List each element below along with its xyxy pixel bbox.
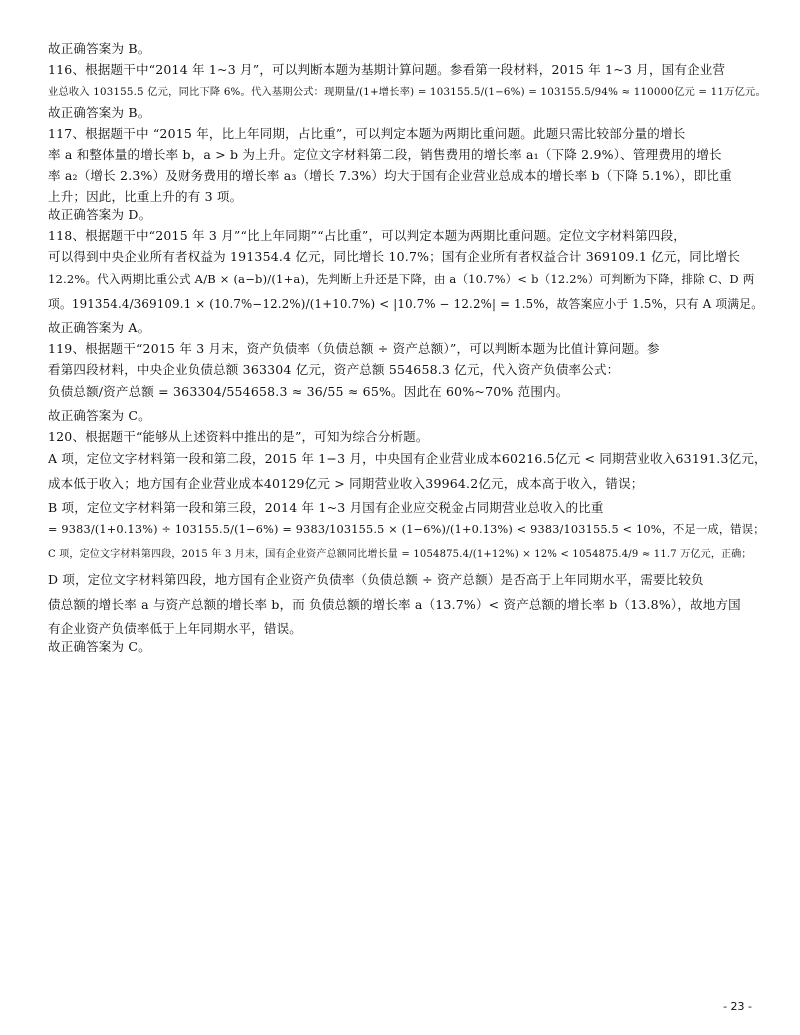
q120-option-b-1: B 项，定位文字材料第一段和第三段，2014 年 1~3 月国有企业应交税金占同期营业总收入的比重 [48, 500, 604, 515]
answer-line: 故正确答案为 C。 [48, 408, 151, 423]
q120-option-d-3: 有企业资产负债率低于上年同期水平，错误。 [48, 621, 303, 636]
q118-line-3: 12.2%。代入两期比重公式 A/B × (a−b)/(1+a)，先判断上升还是下降，由 a（10.7%）< b（12.2%）可判断为下降，排除 C、D 两 [48, 272, 755, 286]
q118-line-1: 118、根据题干中“2015 年 3 月”“比上年同期”“占比重”，可以判定本题为两期比重问题。定位文字材料第四段， [48, 228, 686, 243]
q120-option-c: C 项，定位文字材料第四段，2015 年 3 月末，国有企业资产总额同比增长量 = 1054875.4/(1+12%) × 12% < 1054875.4/9 ≈ 11.7 万亿元，正确； [48, 549, 752, 560]
q117-line-1: 117、根据题干中 “2015 年，比上年同期，占比重”，可以判定本题为两期比重问题。此题只需比较部分量的增长 [48, 126, 686, 141]
q119-line-3: 负债总额/资产总额 = 363304/554658.3 ≈ 36/55 ≈ 65%。因此在 60%~70% 范围内。 [48, 384, 569, 399]
page-number: - 23 - [723, 1000, 752, 1013]
q118-line-2: 可以得到中央企业所有者权益为 191354.4 亿元，同比增长 10.7%；国有企业所有者权益合计 369109.1 亿元，同比增长 [48, 249, 741, 264]
answer-line: 故正确答案为 C。 [48, 639, 151, 654]
q116-line-2: 业总收入 103155.5 亿元，同比下降 6%。代入基期公式：现期量/(1+增长率) = 103155.5/(1−6%) = 103155.5/94% ≈ 110000亿元 = 11万亿元。 [48, 86, 766, 98]
q120-option-a-1: A 项，定位文字材料第一段和第二段，2015 年 1−3 月，中央国有企业营业成本60216.5亿元 < 同期营业收入63191.3亿元， [48, 451, 767, 466]
q116-line-1: 116、根据题干中“2014 年 1~3 月”，可以判断本题为基期计算问题。参看第一段材料，2015 年 1~3 月，国有企业营 [48, 62, 726, 77]
q119-line-1: 119、根据题干“2015 年 3 月末，资产负债率（负债总额 ÷ 资产总额）”，可以判断本题为比值计算问题。参 [48, 341, 660, 356]
answer-line: 故正确答案为 B。 [48, 41, 151, 56]
q117-line-2: 率 a 和整体量的增长率 b，a > b 为上升。定位文字材料第二段，销售费用的增长率 a₁（下降 2.9%）、管理费用的增长 [48, 147, 722, 162]
document-body [48, 40, 768, 656]
answer-line: 故正确答案为 A。 [48, 320, 151, 335]
q117-line-4: 上升；因此，比重上升的有 3 项。 [48, 189, 243, 204]
q117-line-3: 率 a₂（增长 2.3%）及财务费用的增长率 a₃（增长 7.3%）均大于国有企业营业总成本的增长率 b（下降 5.1%），即比重 [48, 168, 732, 183]
q120-option-d-2: 债总额的增长率 a 与资产总额的增长率 b，而 负债总额的增长率 a（13.7%）< 资产总额的增长率 b（13.8%），故地方国 [48, 597, 741, 612]
q120-line-1: 120、根据题干“能够从上述资料中推出的是”，可知为综合分析题。 [48, 429, 429, 444]
q118-line-4: 项。191354.4/369109.1 × (10.7%−12.2%)/(1+10.7%) < |10.7% − 12.2%| = 1.5%，故答案应小于 1.5%，只有 A 项满足。 [48, 297, 764, 311]
answer-line: 故正确答案为 B。 [48, 105, 151, 120]
answer-line: 故正确答案为 D。 [48, 207, 152, 222]
q120-option-d-1: D 项，定位文字材料第四段，地方国有企业资产负债率（负债总额 ÷ 资产总额）是否高于上年同期水平，需要比较负 [48, 572, 704, 587]
q119-line-2: 看第四段材料，中央企业负债总额 363304 亿元，资产总额 554658.3 亿元，代入资产负债率公式： [48, 362, 620, 377]
q120-option-a-2: 成本低于收入；地方国有企业营业成本40129亿元 > 同期营业收入39964.2亿元，成本高于收入，错误； [48, 476, 644, 491]
q120-option-b-2: = 9383/(1+0.13%) ÷ 103155.5/(1−6%) = 9383/103155.5 × (1−6%)/(1+0.13%) < 9383/103155.5 < 10%，不足一成，错误； [48, 523, 765, 536]
